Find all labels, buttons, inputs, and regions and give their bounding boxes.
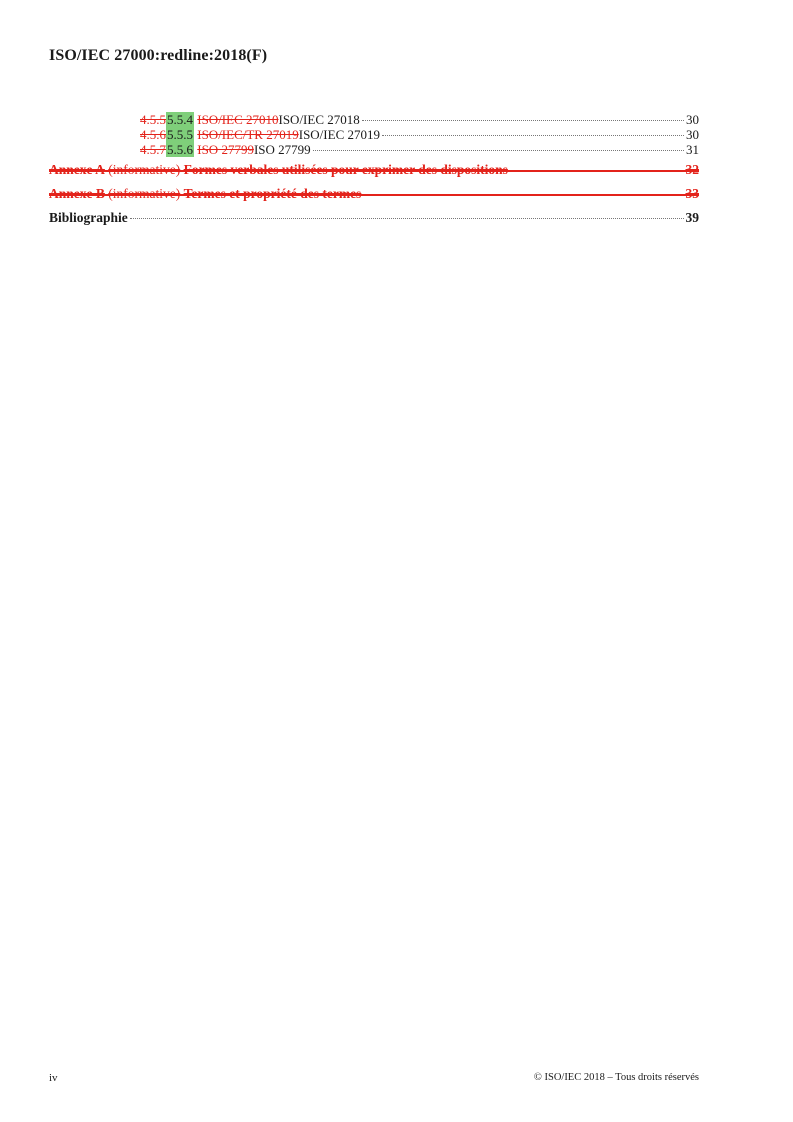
inserted-section-number: 5.5.5 — [167, 127, 193, 142]
dot-leader — [313, 150, 684, 151]
page-number: 33 — [685, 186, 699, 201]
deleted-section-number: 4.5.7 — [140, 142, 166, 157]
inserted-section-number: 5.5.4 — [167, 112, 193, 127]
entry-title: Bibliographie — [49, 210, 128, 225]
annex-title: Formes verbales utilisées pour exprimer des dispositions — [183, 162, 508, 177]
footer-copyright: © ISO/IEC 2018 – Tous droits réservés — [533, 1072, 699, 1083]
deleted-section-number: 4.5.5 — [140, 112, 166, 127]
page-number: 30 — [686, 112, 699, 127]
page-number: 30 — [686, 127, 699, 142]
dot-leader — [510, 170, 684, 171]
deleted-section-number: 4.5.6 — [140, 127, 166, 142]
deleted-entry-title: ISO 27799 — [197, 142, 254, 157]
annex-qualifier: (informative) — [108, 186, 181, 201]
toc-entry-5-5-4[interactable] — [49, 112, 699, 127]
document-header-title: ISO/IEC 27000:redline:2018(F) — [49, 47, 268, 64]
page-number: 31 — [686, 142, 699, 157]
deleted-entry-title: ISO/IEC/TR 27019 — [197, 127, 299, 142]
entry-title: ISO 27799 — [253, 142, 311, 157]
annex-label: Annexe B — [49, 186, 105, 201]
entry-title: ISO/IEC 27018 — [278, 112, 360, 127]
dot-leader — [363, 194, 683, 195]
dot-leader — [362, 120, 684, 121]
toc-entry-annex-b[interactable] — [49, 183, 699, 205]
toc-entry-5-5-5[interactable] — [49, 127, 699, 142]
annex-qualifier: (informative) — [108, 162, 181, 177]
annex-title: Termes et propriété des termes — [183, 186, 362, 201]
inserted-section-number: 5.5.6 — [167, 142, 193, 157]
dot-leader — [130, 218, 684, 219]
entry-title: ISO/IEC 27019 — [298, 127, 380, 142]
toc-entry-5-5-6[interactable] — [49, 142, 699, 157]
dot-leader — [382, 135, 684, 136]
page-number: 32 — [685, 162, 699, 177]
toc-entry-bibliography[interactable] — [49, 207, 699, 229]
toc-entry-annex-a[interactable] — [49, 159, 699, 181]
page-number: 39 — [685, 210, 699, 225]
annex-label: Annexe A — [49, 162, 105, 177]
table-of-contents — [49, 112, 699, 229]
footer-page-number: iv — [49, 1072, 58, 1084]
deleted-entry-title: ISO/IEC 27010 — [197, 112, 279, 127]
